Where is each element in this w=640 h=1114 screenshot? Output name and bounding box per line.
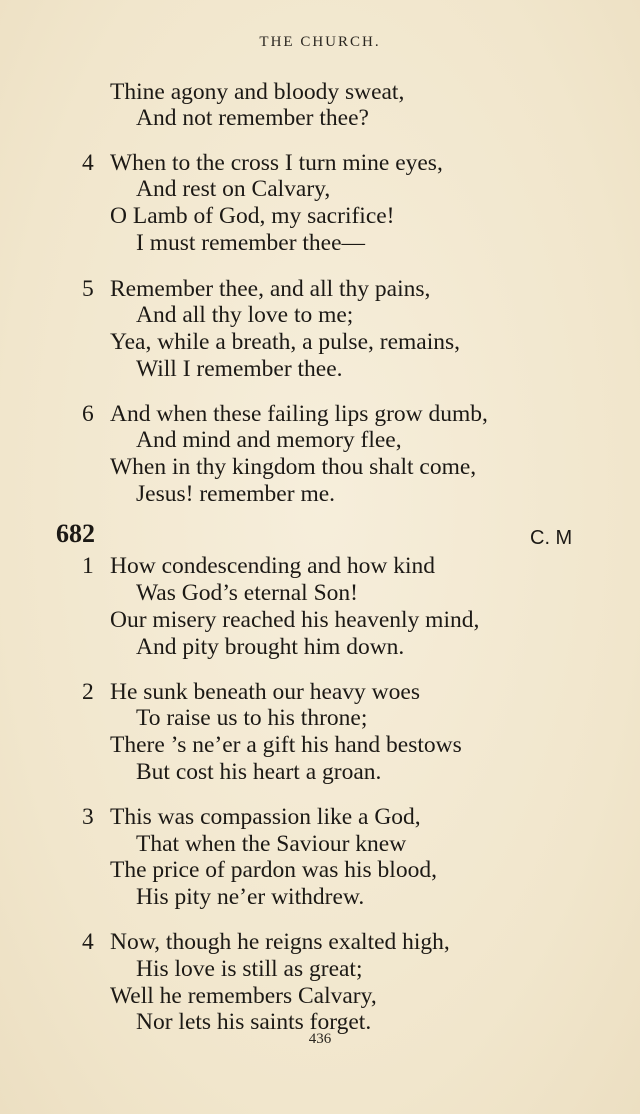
verse-line: I must remember thee—	[136, 230, 366, 256]
page-number: 436	[308, 1031, 332, 1047]
verse-line: When to the cross I turn mine eyes,	[110, 150, 443, 176]
stanza-number: 6	[82, 401, 94, 427]
verse-line: Remember thee, and all thy pains,	[110, 276, 431, 302]
verse-line: The price of pardon was his blood,	[110, 857, 437, 883]
verse-line: And when these failing lips grow dumb,	[110, 401, 488, 427]
verse-line: And not remember thee?	[136, 105, 369, 131]
stanza-number: 1	[82, 553, 94, 579]
verse-line: His love is still as great;	[136, 956, 363, 982]
verse-line: And pity brought him down.	[136, 634, 405, 660]
hymn-number: 682	[56, 519, 95, 548]
verse-line: That when the Saviour knew	[136, 831, 407, 857]
verse-line: Was God’s eternal Son!	[136, 580, 358, 606]
verse-line: But cost his heart a groan.	[136, 759, 382, 785]
verse-line: There ’s ne’er a gift his hand bestows	[110, 732, 462, 758]
verse-line: Yea, while a breath, a pulse, remains,	[110, 329, 461, 355]
verse-line: O Lamb of God, my sacrifice!	[110, 203, 395, 229]
verse-line: To raise us to his throne;	[136, 705, 368, 731]
verse-line: And rest on Calvary,	[136, 176, 331, 202]
verse-line: Will I remember thee.	[136, 356, 343, 382]
hymn-meter: C. M	[530, 527, 573, 549]
stanza-number: 5	[82, 276, 94, 302]
stanza-number: 3	[82, 804, 94, 830]
verse-line: When in thy kingdom thou shalt come,	[110, 454, 477, 480]
verse-line: And all thy love to me;	[136, 302, 354, 328]
verse-line: Thine agony and bloody sweat,	[110, 79, 405, 105]
verse-line: Now, though he reigns exalted high,	[110, 929, 450, 955]
verse-line: Nor lets his saints forget.	[136, 1009, 372, 1035]
running-head: THE CHURCH.	[259, 34, 381, 50]
verse-line: He sunk beneath our heavy woes	[110, 679, 420, 705]
stanza-number: 4	[82, 929, 94, 955]
verse-line: His pity ne’er withdrew.	[136, 884, 365, 910]
verse-line: And mind and memory flee,	[136, 427, 402, 453]
stanza-number: 2	[82, 679, 94, 705]
verse-line: Well he remembers Calvary,	[110, 983, 377, 1009]
verse-line: Our misery reached his heavenly mind,	[110, 607, 480, 633]
verse-line: How condescending and how kind	[110, 553, 436, 579]
verse-line: This was compassion like a God,	[110, 804, 421, 830]
verse-line: Jesus! remember me.	[136, 481, 336, 507]
stanza-number: 4	[82, 150, 94, 176]
